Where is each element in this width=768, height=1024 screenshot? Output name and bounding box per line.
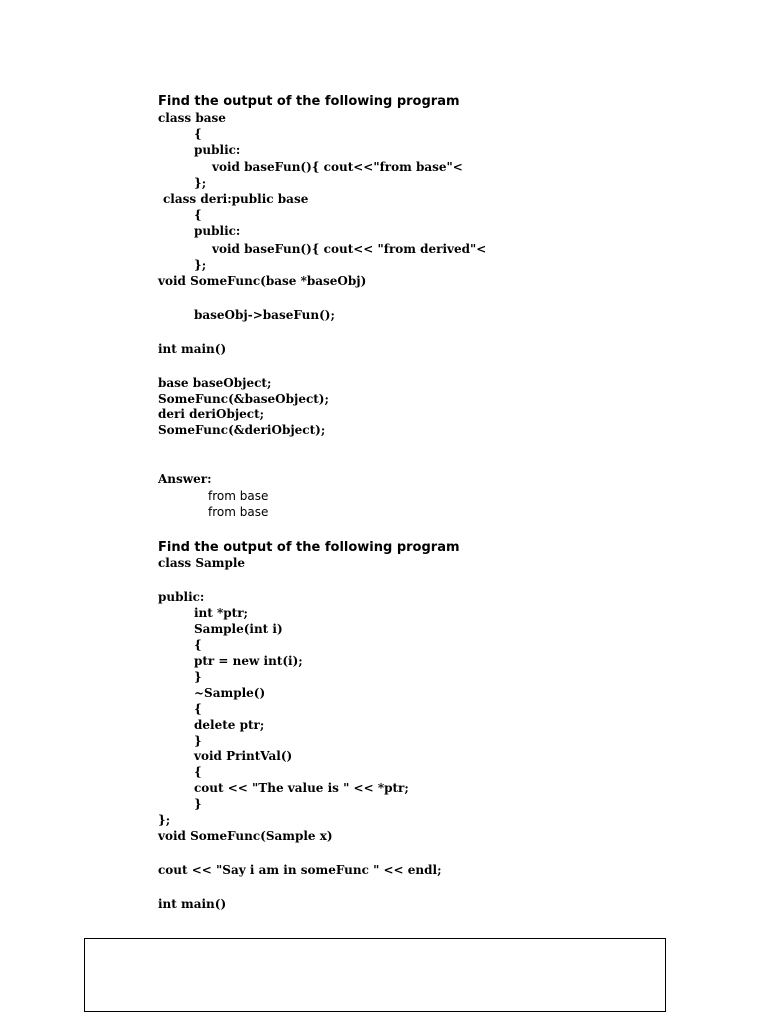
code-line: public: xyxy=(194,143,241,157)
code-line: baseObj->baseFun(); xyxy=(194,308,335,322)
answer-line: from base xyxy=(208,505,269,519)
code-line: SomeFunc(&baseObject); xyxy=(158,392,329,406)
q2-heading: Find the output of the following program xyxy=(158,540,460,555)
code-line: void SomeFunc(base *baseObj) xyxy=(158,274,367,288)
code-line: void SomeFunc(Sample x) xyxy=(158,829,333,843)
code-line: class Sample xyxy=(158,556,246,570)
empty-bordered-box xyxy=(84,938,666,1012)
code-line: delete ptr; xyxy=(194,718,265,732)
code-line: { xyxy=(194,127,202,141)
code-line: { xyxy=(194,638,202,652)
code-line: cout << "The value is " << *ptr; xyxy=(194,781,409,795)
code-line: } xyxy=(194,734,202,748)
code-line: void baseFun(){ cout<<"from base"< xyxy=(212,160,463,174)
code-line: { xyxy=(194,702,202,716)
answer-label: Answer: xyxy=(158,472,212,486)
code-line: public: xyxy=(194,224,241,238)
code-line: void baseFun(){ cout<< "from derived"< xyxy=(212,242,487,256)
code-line: SomeFunc(&deriObject); xyxy=(158,423,326,437)
code-line: ~Sample() xyxy=(194,686,266,700)
q1-heading: Find the output of the following program xyxy=(158,94,460,109)
code-line: int *ptr; xyxy=(194,606,248,620)
code-line: deri deriObject; xyxy=(158,407,265,421)
code-line: }; xyxy=(194,176,207,190)
code-line: class deri:public base xyxy=(163,192,309,206)
code-line: }; xyxy=(158,813,171,827)
code-line: base baseObject; xyxy=(158,376,272,390)
code-line: int main() xyxy=(158,342,227,356)
code-line: { xyxy=(194,208,202,222)
code-line: ptr = new int(i); xyxy=(194,654,303,668)
code-line: { xyxy=(194,765,202,779)
code-line: Sample(int i) xyxy=(194,622,283,636)
code-line: } xyxy=(194,797,202,811)
code-line: class base xyxy=(158,111,226,125)
code-line: public: xyxy=(158,590,205,604)
code-line: int main() xyxy=(158,897,227,911)
code-line: } xyxy=(194,670,202,684)
code-line: cout << "Say i am in someFunc " << endl; xyxy=(158,863,442,877)
answer-line: from base xyxy=(208,489,269,503)
code-line: }; xyxy=(194,258,207,272)
code-line: void PrintVal() xyxy=(194,749,293,763)
